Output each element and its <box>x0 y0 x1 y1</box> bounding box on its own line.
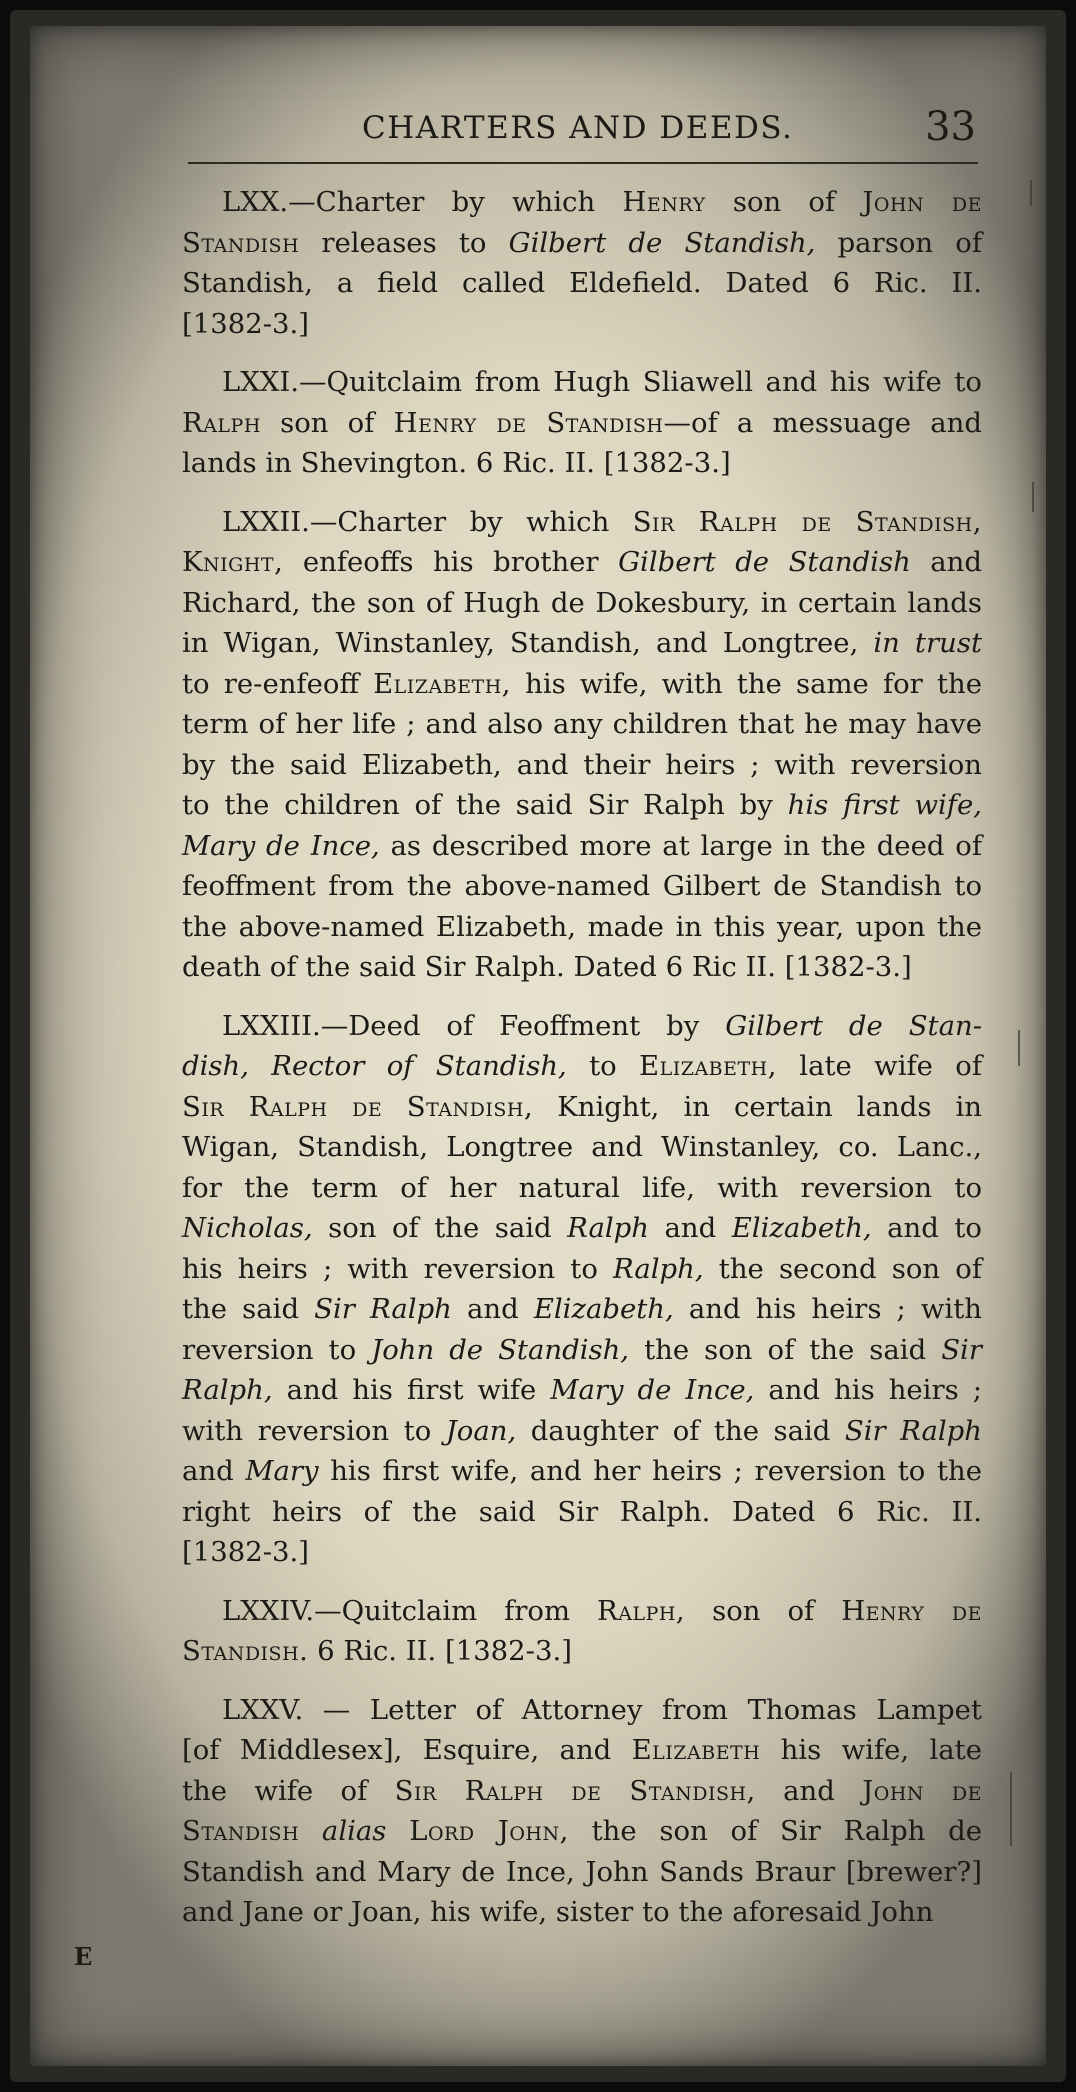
text-line <box>182 182 982 223</box>
text-run: as described more at large in the deed of <box>379 829 982 862</box>
small-caps-name: Sir Ralph de Standish, <box>394 1774 756 1807</box>
italic-name: Joan, <box>445 1414 517 1447</box>
text-line <box>182 1127 982 1168</box>
text-line <box>182 1591 982 1632</box>
text-run: 6 Ric. II. [1382-3.] <box>308 1635 572 1667</box>
text-run: parson of <box>815 226 982 259</box>
photo-frame <box>10 10 1066 2082</box>
italic-name: Ralph, <box>613 1252 704 1285</box>
italic-name: John de Standish, <box>371 1333 630 1366</box>
book-page <box>30 26 1046 2066</box>
text-line <box>182 1690 982 1731</box>
text-line <box>182 1532 982 1573</box>
italic-name: his first wife, <box>787 789 982 821</box>
small-caps-name: Ralph <box>182 406 261 439</box>
text-run: right heirs of the said Sir Ralph. Dated 6 Ric. II. <box>182 1495 982 1528</box>
deed-entry <box>182 362 982 484</box>
text-run: late wife of <box>776 1050 982 1082</box>
page-number: 33 <box>925 104 976 150</box>
deed-entry <box>182 502 982 988</box>
text-run: with reversion to <box>182 1414 446 1447</box>
text-line <box>182 1730 982 1771</box>
text-line <box>182 1492 982 1533</box>
text-line <box>182 1006 982 1047</box>
text-run: son of <box>260 406 394 439</box>
text-run: son of <box>685 1594 842 1627</box>
text-run: and <box>649 1212 732 1244</box>
small-caps-name: Standish <box>182 226 300 259</box>
text-line <box>182 1370 982 1411</box>
italic-name: Gilbert de Standish, <box>508 226 816 259</box>
text-run: his wife, with the same for the <box>511 667 982 700</box>
italic-name: Mary <box>245 1455 319 1487</box>
text-run: and his first wife <box>272 1374 551 1406</box>
text-run: [1382-3.] <box>182 1536 309 1568</box>
text-run: LXXII.—Charter by which <box>222 505 633 538</box>
small-caps-name: Sir Ralph de Standish, <box>632 505 982 538</box>
margin-mark <box>1032 482 1034 512</box>
text-run <box>386 1815 409 1847</box>
text-line <box>182 1330 982 1371</box>
text-line <box>182 1811 982 1852</box>
text-run: —of a messuage and <box>663 406 982 439</box>
text-run: and <box>755 1774 863 1807</box>
text-run: his wife, late <box>760 1734 983 1766</box>
text-line <box>182 1249 982 1290</box>
italic-name: Sir <box>941 1333 982 1366</box>
text-line <box>182 362 982 403</box>
italic-name: Nicholas, <box>182 1212 313 1244</box>
text-run: the wife of <box>182 1774 395 1807</box>
deed-entry <box>182 1591 982 1672</box>
text-run: [1382-3.] <box>182 307 309 340</box>
text-run: son of <box>705 186 863 218</box>
text-line <box>182 745 982 786</box>
text-line <box>182 704 982 745</box>
text-run: Richard, the son of Hugh de Dokesbury, in certain lands <box>182 586 982 619</box>
text-run: enfeoffs his brother <box>283 546 619 578</box>
text-run: Standish, a field called Eldefield. Dated 6 Ric. II. <box>182 267 982 299</box>
text-line <box>182 785 982 826</box>
text-run: and his heirs ; with <box>673 1293 982 1325</box>
page-header <box>182 104 982 154</box>
text-run: releases to <box>299 226 509 259</box>
text-line <box>182 1631 982 1672</box>
text-run: death of the said Sir Ralph. Dated 6 Ric II. [1382-3.] <box>182 951 912 983</box>
text-line <box>182 866 982 907</box>
running-head: CHARTERS AND DEEDS. <box>362 110 794 146</box>
deed-entry <box>182 182 982 344</box>
text-line <box>182 583 982 624</box>
text-line <box>182 263 982 304</box>
text-run: and his heirs ; <box>754 1374 982 1406</box>
text-run: LXXV. — Letter of Attorney from Thomas Lampet <box>222 1693 982 1726</box>
margin-mark <box>1030 180 1032 206</box>
text-run: and <box>451 1293 534 1325</box>
italic-name: Elizabeth, <box>731 1212 872 1244</box>
signature-mark: E <box>74 1942 93 1971</box>
text-run: reversion to <box>182 1333 372 1366</box>
text-line <box>182 1852 982 1893</box>
text-run: son of the said <box>312 1212 568 1244</box>
margin-mark <box>1010 1772 1012 1846</box>
text-run: feoffment from the above-named Gilbert de Standish to <box>182 870 982 902</box>
small-caps-name: Standish <box>182 1815 300 1847</box>
text-line <box>182 947 982 988</box>
text-line <box>182 304 982 345</box>
small-caps-name: Elizabeth <box>631 1734 761 1766</box>
text-run: to re-enfeoff <box>182 667 374 700</box>
text-line <box>182 623 982 664</box>
text-run: [of Middlesex], Esquire, and <box>182 1734 632 1766</box>
document-body <box>182 182 982 1951</box>
text-line <box>182 542 982 583</box>
text-line <box>182 443 982 484</box>
text-line <box>182 826 982 867</box>
text-line <box>182 1046 982 1087</box>
italic-name: alias <box>321 1815 387 1847</box>
text-run: Knight, in certain lands in <box>533 1090 982 1123</box>
text-run: the son of the said <box>629 1333 942 1366</box>
italic-name: Sir Ralph <box>314 1293 452 1325</box>
text-run: LXXI.—Quitclaim from Hugh Sliawell and his wife to <box>222 366 982 398</box>
text-run: and <box>910 546 983 578</box>
text-run: the above-named Elizabeth, made in this year, upon the <box>182 910 982 943</box>
deed-entry <box>182 1690 982 1933</box>
text-run: and to <box>871 1212 982 1244</box>
text-run: and <box>182 1455 246 1487</box>
text-line <box>182 1168 982 1209</box>
small-caps-name: Ralph, <box>597 1594 686 1627</box>
text-run: and Jane or Joan, his wife, sister to the aforesaid John <box>182 1896 934 1928</box>
text-run: the said <box>182 1293 315 1325</box>
italic-name: Gilbert de Standish <box>618 546 911 578</box>
text-line <box>182 1208 982 1249</box>
small-caps-name: Knight, <box>182 546 284 578</box>
italic-name: Sir Ralph <box>844 1414 982 1447</box>
text-run: LXXIII.—Deed of Feoffment by <box>222 1009 726 1042</box>
text-run: term of her life ; and also any children that he may have <box>182 708 982 740</box>
small-caps-name: Standish. <box>182 1635 309 1667</box>
small-caps-name: Henry de Standish <box>393 406 664 439</box>
text-run: to the children of the said Sir Ralph by <box>182 789 788 821</box>
small-caps-name: John de <box>862 1774 982 1807</box>
italic-name: dish, Rector of Standish, <box>182 1050 567 1082</box>
text-run: for the term of her natural life, with reversion to <box>182 1171 982 1204</box>
text-run <box>299 1815 322 1847</box>
text-run: by the said Elizabeth, and their heirs ; with reversion <box>182 748 982 781</box>
small-caps-name: Elizabeth, <box>639 1050 777 1082</box>
text-line <box>182 907 982 948</box>
text-line <box>182 1087 982 1128</box>
small-caps-name: Henry de <box>841 1594 982 1627</box>
deed-entry <box>182 1006 982 1573</box>
italic-name: Mary de Ince, <box>182 829 380 862</box>
text-run: his heirs ; with reversion to <box>182 1252 614 1285</box>
text-run: his first wife, and her heirs ; reversion to the <box>318 1455 982 1487</box>
italic-name: Elizabeth, <box>533 1293 674 1325</box>
text-line <box>182 1892 982 1933</box>
italic-name: Gilbert de Stan- <box>725 1009 982 1042</box>
small-caps-name: Henry <box>622 186 706 218</box>
text-line <box>182 1771 982 1812</box>
text-run: LXXIV.—Quitclaim from <box>222 1594 598 1627</box>
text-run: daughter of the said <box>516 1414 845 1447</box>
italic-name: in trust <box>873 627 983 659</box>
small-caps-name: Elizabeth, <box>373 667 512 700</box>
header-rule <box>188 162 978 164</box>
text-line <box>182 1411 982 1452</box>
text-line <box>182 664 982 705</box>
small-caps-name: Lord John, <box>409 1815 569 1847</box>
text-run: lands in Shevington. 6 Ric. II. [1382-3.] <box>182 447 731 479</box>
text-line <box>182 1451 982 1492</box>
small-caps-name: Sir Ralph de Standish, <box>182 1090 534 1123</box>
text-line <box>182 1289 982 1330</box>
small-caps-name: John de <box>862 186 983 218</box>
text-run: the son of Sir Ralph de <box>568 1815 983 1847</box>
text-run: in Wigan, Winstanley, Standish, and Longtree, <box>182 627 874 659</box>
text-run: LXX.—Charter by which <box>222 186 623 218</box>
italic-name: Ralph, <box>182 1374 273 1406</box>
text-line <box>182 502 982 543</box>
margin-mark <box>1018 1030 1020 1066</box>
text-run: the second son of <box>703 1252 982 1285</box>
text-run: Wigan, Standish, Longtree and Winstanley, co. Lanc., <box>182 1131 982 1163</box>
italic-name: Ralph <box>567 1212 649 1244</box>
italic-name: Mary de Ince, <box>550 1374 755 1406</box>
text-run: Standish and Mary de Ince, John Sands Braur [brewer?] <box>182 1855 982 1888</box>
text-run: to <box>566 1050 640 1082</box>
text-line <box>182 403 982 444</box>
text-line <box>182 223 982 264</box>
